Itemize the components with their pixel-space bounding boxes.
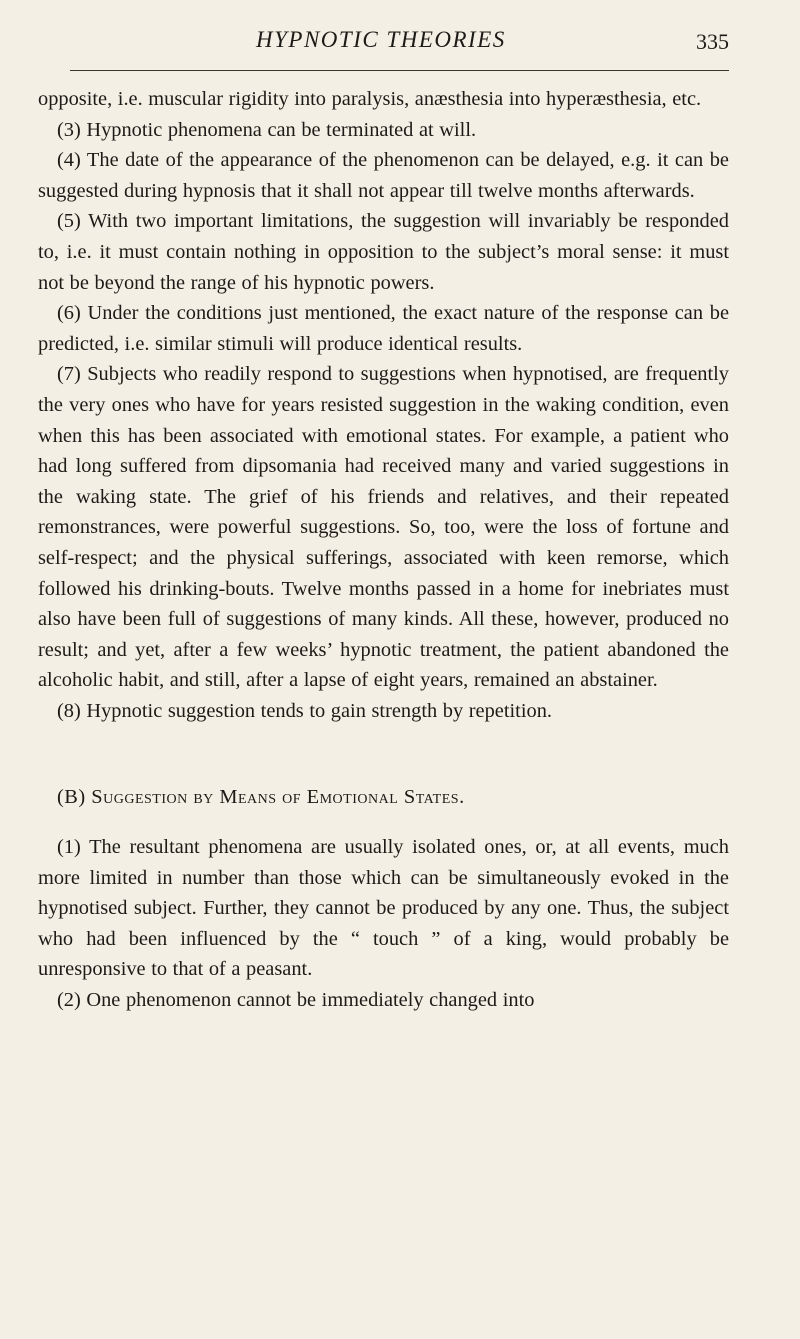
running-title: HYPNOTIC THEORIES: [256, 27, 506, 52]
page-number: 335: [696, 29, 729, 54]
paragraph-7: (7) Subjects who readily respond to suggestions when hypnotised, are frequently the very ones who have for years resisted suggestion in the waking condition, even when this has been associated with emotional states. For example, a patient who had long suffered from dipsomania had received many and varied suggestions in the waking state. The grief of his friends and relatives, and their repeated remonstrances, were powerful suggestions. So, too, were the loss of fortune and self-respect; and the physical sufferings, associated with keen remorse, which followed his drinking-bouts. Twelve months passed in a home for inebriates must also have been full of suggestions of many kinds. All these, however, produced no result; and yet, after a few weeks’ hypnotic treatment, the patient abandoned the alcoholic habit, and still, after a lapse of eight years, remained an abstainer.: [38, 363, 729, 692]
section-b-paragraph-2: (2) One phenomenon cannot be immediately changed into: [57, 989, 535, 1012]
paragraph-6: (6) Under the conditions just mentioned, the exact nature of the response can be predicted, i.e. similar stimuli will produce identical results.: [38, 302, 729, 355]
page-body: [38, 72, 729, 1016]
paragraph-3: (3) Hypnotic phenomena can be terminated at will.: [57, 118, 477, 141]
paragraph-5: (5) With two important limitations, the suggestion will invariably be responded to, i.e. it must contain nothing in opposition to the subject’s moral sense: it must not be beyond the range of his hypnotic powers.: [38, 210, 729, 294]
paragraph-continuation: opposite, i.e. muscular rigidity into paralysis, anæsthesia into hyperæsthesia, etc.: [38, 88, 702, 110]
section-b-paragraph-1: (1) The resultant phenomena are usually isolated ones, or, at all events, much more limited in number than those which can be simultaneously evoked in the hypnotised subject. Further, they cannot be produced by any one. Thus, the subject who had been influenced by the “ touch ” of a king, would probably be unresponsive to that of a peasant.: [38, 836, 729, 981]
paragraph-4: (4) The date of the appearance of the phenomenon can be delayed, e.g. it can be suggested during hypnosis that it shall not appear till twelve months afterwards.: [38, 149, 729, 202]
page-header: [38, 0, 729, 72]
section-heading: (B) Suggestion by Means of Emotional States.: [57, 786, 465, 809]
header-rule: [70, 70, 729, 71]
paragraph-8: (8) Hypnotic suggestion tends to gain strength by repetition.: [57, 699, 552, 722]
